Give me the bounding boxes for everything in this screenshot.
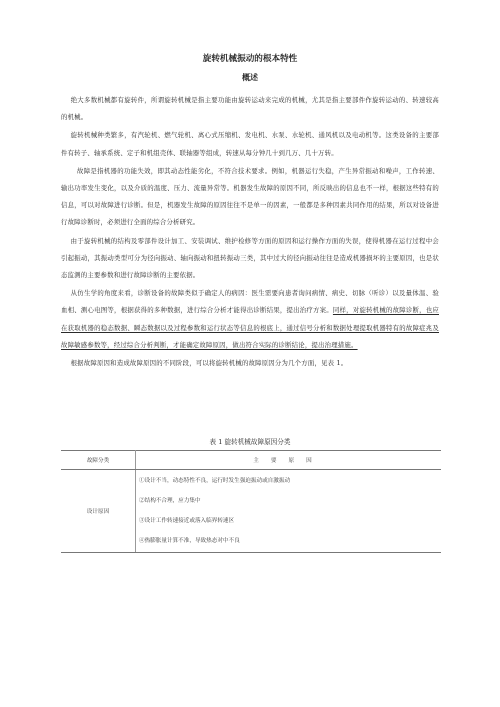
header-fault-category: 故障分类 bbox=[61, 451, 136, 470]
cause-item: ③设计工作转速接近或落入临界转速区 bbox=[139, 518, 235, 524]
section-heading: 概述 bbox=[242, 73, 258, 82]
document-title: 旋转机械振动的根本特性 bbox=[202, 54, 298, 64]
fault-cause-table bbox=[61, 450, 441, 553]
paragraph-2: 旋转机械种类繁多，有汽轮机、燃气轮机、离心式压缩机、发电机、水泵、水轮机、通风机以及电动机等。这类设备的主要部件有转子、轴承系统、定子和机组壳体、联轴器等组成，转速从每分钟几十到几万、几十万转。 bbox=[61, 131, 439, 157]
cause-item: ①设计不当，动态特性不良，运行时发生强迫振动或自激振动 bbox=[139, 478, 291, 484]
paragraph-3: 故障是指机器的功能失效，即其动态性能劣化，不符合技术要求。例如，机器运行失稳，产生异常振动和噪声，工作转速、输出功率发生变化，以及介质的温度、压力、流量异常等。机器发生故障的原因不同，所反映出的信息也不一样，根据这些特有的信息，可以对故障进行诊断。但是，机器发生故障的原因往往不是单一的因素，一般都是多种因素共同作用的结果，所以对设备进行故障诊断时，必须进行全面的综合分析研究。 bbox=[61, 166, 439, 227]
body-text bbox=[61, 92, 439, 373]
table-header-row bbox=[61, 451, 441, 470]
table-row bbox=[61, 470, 441, 553]
cause-item: ④热膨胀量计算不准，导致热态对中不良 bbox=[139, 538, 240, 544]
cause-item: ②结构不合理，应力集中 bbox=[139, 498, 201, 504]
underlined-passage: 同样，对旋转机械的故障诊断，也应在获取机器的稳态数据、瞬态数据以及过程参数和运行状态等信息的根底上，通过信号分析和数据处理提取机器特有的故障症兆及故障敏感参数等，经过综合分析判断，才能确定故障原因，做出符合实际的诊断结论，提出治理措施。 bbox=[61, 306, 439, 349]
group-label-design: 设计原因 bbox=[61, 470, 136, 553]
table-caption: 表 1 旋转机械故障原因分类 bbox=[209, 438, 291, 446]
header-main-cause: 主要原因 bbox=[136, 451, 442, 470]
paragraph-5-text: 从仿生学的角度来看，诊断设备的故障类似于确定人的病因：医生需要向患者询问病情、病史、切脉（听诊）以及量体温、验血相、测心电图等，根据获得的多种数据，进行综合分析才能得出诊断结果，提出治疗方案。 bbox=[61, 289, 439, 315]
cause-list bbox=[136, 470, 442, 553]
paragraph-1: 绝大多数机械都有旋转件，所谓旋转机械是指主要功能由旋转运动来完成的机械，尤其是指主要部件作旋转运动的、转速较高的机械。 bbox=[61, 96, 439, 122]
paragraph-5 bbox=[61, 285, 439, 354]
paragraph-4: 由于旋转机械的结构及零部件设计加工、安装调试、维护检修等方面的原因和运行操作方面的失误，使得机器在运行过程中会引起振动，其振动类型可分为径向振动、轴向振动和扭转振动三类，其中过大的径向振动往往是造成机器损坏的主要原因，也是状态监测的主要参数和进行故障诊断的主要依据。 bbox=[61, 236, 439, 280]
paragraph-6: 根据故障原因和造成故障原因的不同阶段，可以将旋转机械的故障原因分为几个方面，见表 1。 bbox=[70, 359, 348, 368]
